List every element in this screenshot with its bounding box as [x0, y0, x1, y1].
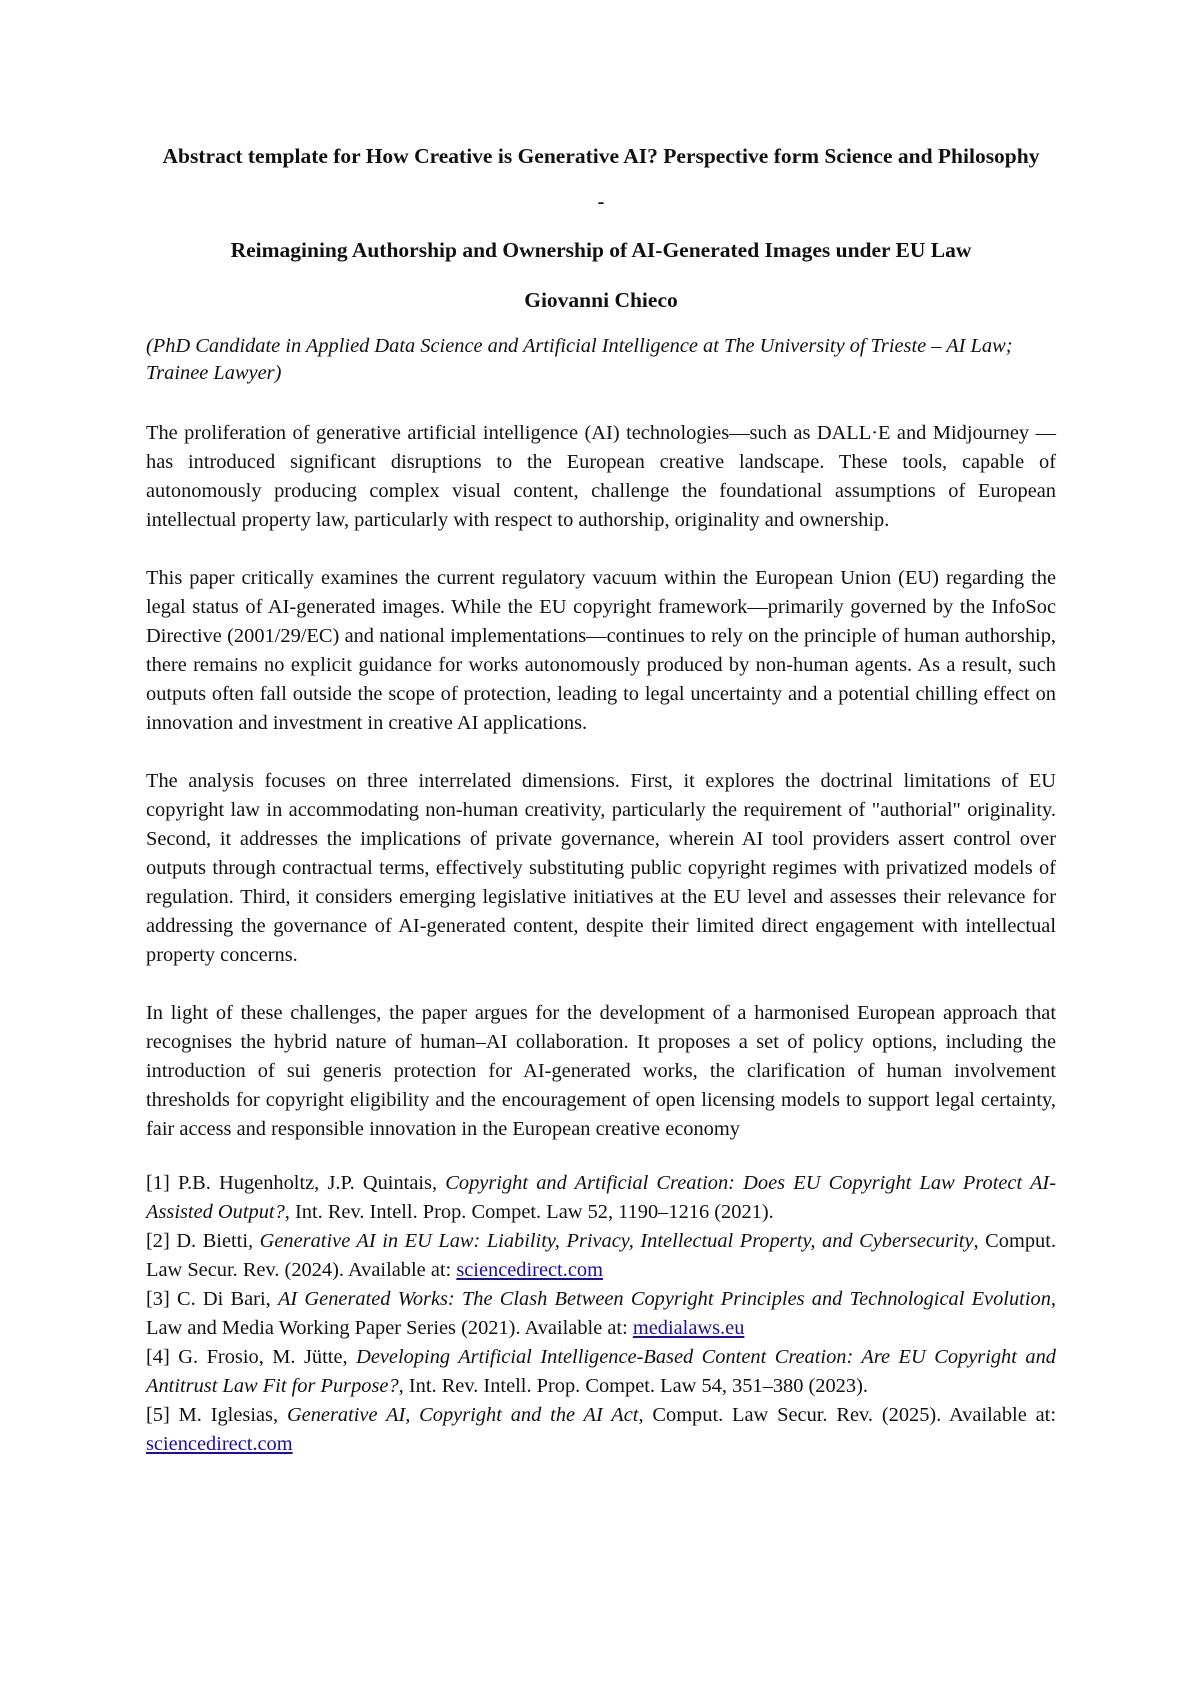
reference-link[interactable]: sciencedirect.com: [456, 1259, 603, 1281]
reference-item: [146, 1169, 1056, 1227]
reference-list: [146, 1169, 1056, 1459]
author-name: Giovanni Chieco: [524, 288, 678, 312]
reference-title: AI Generated Works: The Clash Between Copyright Principles and Technological Evolution: [277, 1288, 1051, 1310]
reference-item: [146, 1401, 1056, 1459]
reference-number: [3]: [146, 1288, 170, 1310]
title-separator: -: [597, 191, 605, 213]
reference-number: [2]: [146, 1230, 170, 1252]
abstract-paragraph-4: In light of these challenges, the paper argues for the development of a harmonised European approach that recognises the hybrid nature of human–AI collaboration. It proposes a set of policy options, including the introduction of sui generis protection for AI-generated works, the clarification of human involvement thresholds for copyright eligibility and the encouragement of open licensing models to support legal certainty, fair access and responsible innovation in the European creative economy: [146, 1002, 1056, 1140]
reference-details: , Int. Rev. Intell. Prop. Compet. Law 54, 351–380 (2023).: [398, 1375, 868, 1397]
reference-details: , Comput. Law Secur. Rev. (2025). Available at:: [638, 1404, 1056, 1426]
author-affiliation: (PhD Candidate in Applied Data Science and Artificial Intelligence at The University of Trieste – AI Law; Trainee Lawyer): [146, 335, 1013, 384]
paper-title: Reimagining Authorship and Ownership of AI-Generated Images under EU Law: [230, 238, 972, 262]
reference-authors: C. Di Bari,: [169, 1288, 278, 1310]
reference-link[interactable]: sciencedirect.com: [146, 1433, 293, 1455]
abstract-paragraph-2: This paper critically examines the current regulatory vacuum within the European Union (EU) regarding the legal status of AI-generated images. While the EU copyright framework—primarily governed by the InfoSoc Directive (2001/29/EC) and national implementations—continues to rely on the principle of human authorship, there remains no explicit guidance for works autonomously produced by non-human agents. As a result, such outputs often fall outside the scope of protection, leading to legal uncertainty and a potential chilling effect on innovation and investment in creative AI applications.: [146, 567, 1056, 734]
reference-title: Generative AI in EU Law: Liability, Privacy, Intellectual Property, and Cybersecurity: [259, 1230, 974, 1252]
reference-item: [146, 1343, 1056, 1401]
reference-authors: D. Bietti,: [169, 1230, 260, 1252]
document-title: Abstract template for How Creative is Generative AI? Perspective form Science and Philosophy: [162, 144, 1040, 168]
reference-details: , Law and Media Working Paper Series (2021). Available at:: [146, 1288, 1056, 1339]
reference-title: Generative AI, Copyright and the AI Act: [286, 1404, 639, 1426]
reference-authors: G. Frosio, M. Jütte,: [169, 1346, 357, 1368]
reference-number: [5]: [146, 1404, 170, 1426]
reference-number: [1]: [146, 1172, 170, 1194]
reference-details: , Comput. Law Secur. Rev. (2024). Available at:: [146, 1230, 1056, 1281]
reference-item: [146, 1227, 1056, 1285]
reference-title: Copyright and Artificial Creation: Does EU Copyright Law Protect AI-Assisted Output?: [146, 1172, 1057, 1223]
reference-title: Developing Artificial Intelligence-Based Content Creation: Are EU Copyright and Antitrust Law Fit for Purpose?: [146, 1346, 1056, 1397]
reference-item: [146, 1285, 1056, 1343]
reference-number: [4]: [146, 1346, 170, 1368]
abstract-paragraph-3: The analysis focuses on three interrelated dimensions. First, it explores the doctrinal limitations of EU copyright law in accommodating non-human creativity, particularly the requirement of "authorial" originality. Second, it addresses the implications of private governance, wherein AI tool providers assert control over outputs through contractual terms, effectively substituting public copyright regimes with privatized models of regulation. Third, it considers emerging legislative initiatives at the EU level and assesses their relevance for addressing the governance of AI-generated content, despite their limited direct engagement with intellectual property concerns.: [146, 770, 1056, 966]
reference-link[interactable]: medialaws.eu: [632, 1317, 745, 1339]
reference-authors: P.B. Hugenholtz, J.P. Quintais,: [169, 1172, 446, 1194]
abstract-paragraph-1: The proliferation of generative artificial intelligence (AI) technologies—such as DALL·E and Midjourney —has introduced significant disruptions to the European creative landscape. These tools, capable of autonomously producing complex visual content, challenge the foundational assumptions of European intellectual property law, particularly with respect to authorship, originality and ownership.: [146, 422, 1056, 531]
reference-authors: M. Iglesias,: [169, 1404, 287, 1426]
reference-details: , Int. Rev. Intell. Prop. Compet. Law 52, 1190–1216 (2021).: [284, 1201, 774, 1223]
